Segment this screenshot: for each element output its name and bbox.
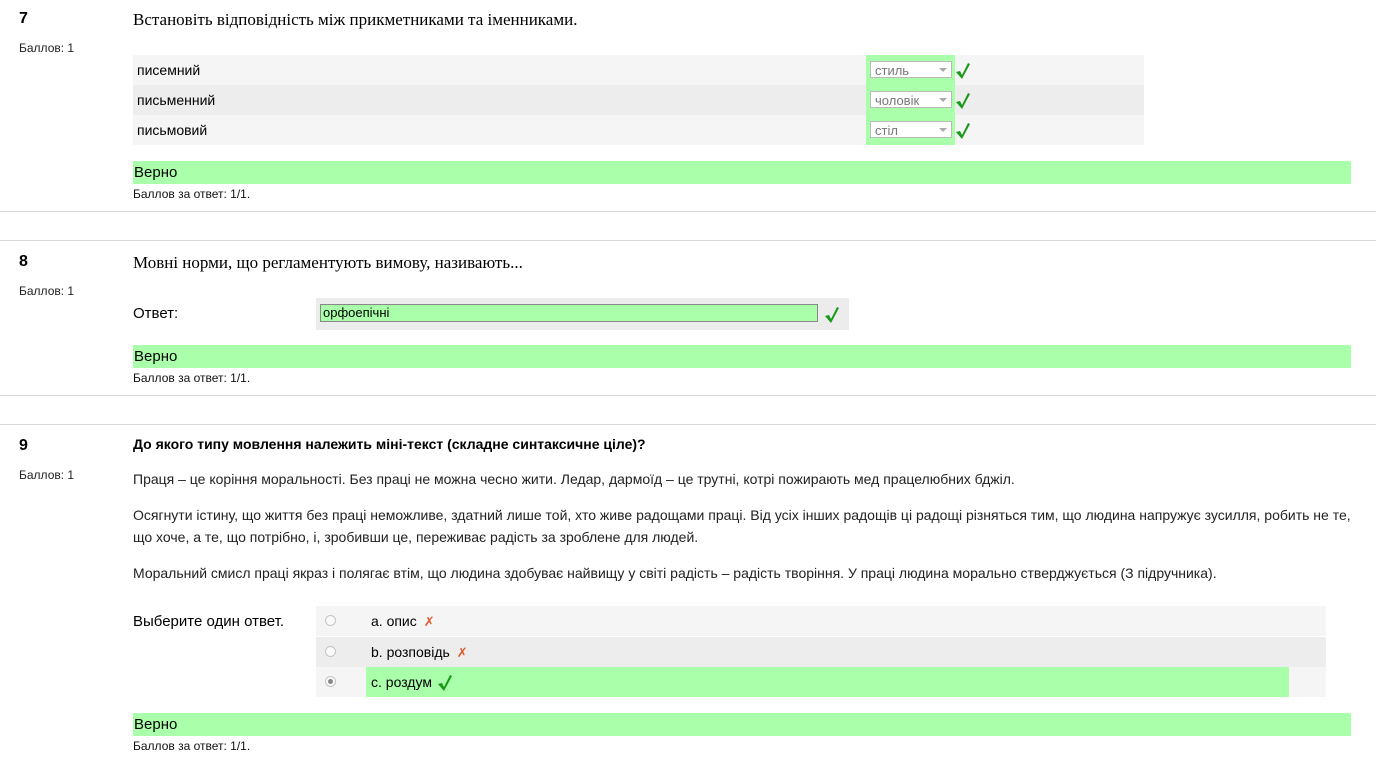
feedback-correct: Верно — [133, 345, 1351, 368]
question-number: 9 — [19, 437, 28, 454]
question-text: Мовні норми, що регламентують вимову, називають... — [133, 253, 523, 272]
check-icon — [955, 122, 971, 140]
cross-icon: ✗ — [456, 645, 468, 660]
answer-prompt: Выберите один ответ. — [133, 613, 284, 630]
radio-button-selected[interactable] — [325, 676, 336, 687]
divider — [0, 395, 1376, 396]
radio-button[interactable] — [325, 646, 336, 657]
answer-input[interactable]: орфоепічні — [320, 304, 818, 322]
divider — [0, 211, 1376, 212]
match-answer-cell — [866, 85, 955, 115]
question-grade: Баллов: 1 — [19, 284, 75, 298]
choice-a[interactable] — [316, 606, 1326, 636]
check-icon — [955, 92, 971, 110]
chevron-down-icon — [939, 98, 947, 102]
feedback-correct: Верно — [133, 713, 1351, 736]
answer-box — [316, 298, 849, 330]
choice-b[interactable] — [316, 637, 1326, 667]
match-answer-cell — [866, 115, 955, 145]
choice-highlight — [366, 667, 1289, 697]
score-text: Баллов за ответ: 1/1. — [133, 739, 251, 753]
question-paragraph: Осягнути істину, що життя без праці неможливе, здатний лише той, хто живе радощами праці. Від усіх інших радощів ці радощі різняться тим, що людина напружує зусилля, робить не те, що хоче, а те, що потрібно, і, зробивши це, переживає радість за зроблене для людей. — [133, 507, 1351, 545]
chevron-down-icon — [939, 128, 947, 132]
match-select[interactable]: стиль — [870, 61, 952, 78]
question-grade: Баллов: 1 — [19, 468, 75, 482]
match-label: писемний — [137, 62, 201, 78]
match-select[interactable]: чоловік — [870, 91, 952, 108]
answer-label: Ответ: — [133, 305, 179, 322]
divider — [0, 240, 1376, 241]
chevron-down-icon — [939, 68, 947, 72]
cross-icon: ✗ — [423, 614, 435, 629]
question-paragraph: Моральний смисл праці якраз і полягає втім, що людина здобуває найвищу у світі радість – радість творіння. У праці людина морально стверджується (З підручника). — [133, 565, 1217, 581]
answer-choices — [316, 606, 1326, 698]
match-table — [133, 55, 1144, 145]
feedback-correct: Верно — [133, 161, 1351, 184]
question-text: Встановіть відповідність між прикметниками та іменниками. — [133, 10, 578, 29]
choice-label: a. опис — [371, 613, 417, 629]
question-title: До якого типу мовлення належить міні-текст (складне синтаксичне ціле)? — [133, 436, 646, 452]
question-number: 8 — [19, 253, 28, 270]
match-label: письменний — [137, 92, 216, 108]
check-icon — [824, 306, 840, 324]
choice-label: b. розповідь — [371, 644, 450, 660]
score-text: Баллов за ответ: 1/1. — [133, 371, 251, 385]
score-text: Баллов за ответ: 1/1. — [133, 187, 251, 201]
match-row — [133, 115, 1144, 145]
match-label: письмовий — [137, 122, 208, 138]
match-select[interactable]: стіл — [870, 121, 952, 138]
match-row — [133, 85, 1144, 115]
question-grade: Баллов: 1 — [19, 41, 75, 55]
radio-button[interactable] — [325, 615, 336, 626]
match-answer-cell — [866, 55, 955, 85]
question-number: 7 — [19, 10, 28, 27]
check-icon — [955, 62, 971, 80]
question-paragraph: Праця – це коріння моральності. Без праці не можна чесно жити. Ледар, дармоїд – це трутні, котрі пожирають мед працелюбних бджіл. — [133, 471, 1015, 487]
check-icon — [437, 674, 453, 692]
choice-label: c. роздум — [371, 674, 432, 690]
choice-c[interactable] — [316, 667, 1326, 697]
divider — [0, 424, 1376, 425]
match-row — [133, 55, 1144, 85]
